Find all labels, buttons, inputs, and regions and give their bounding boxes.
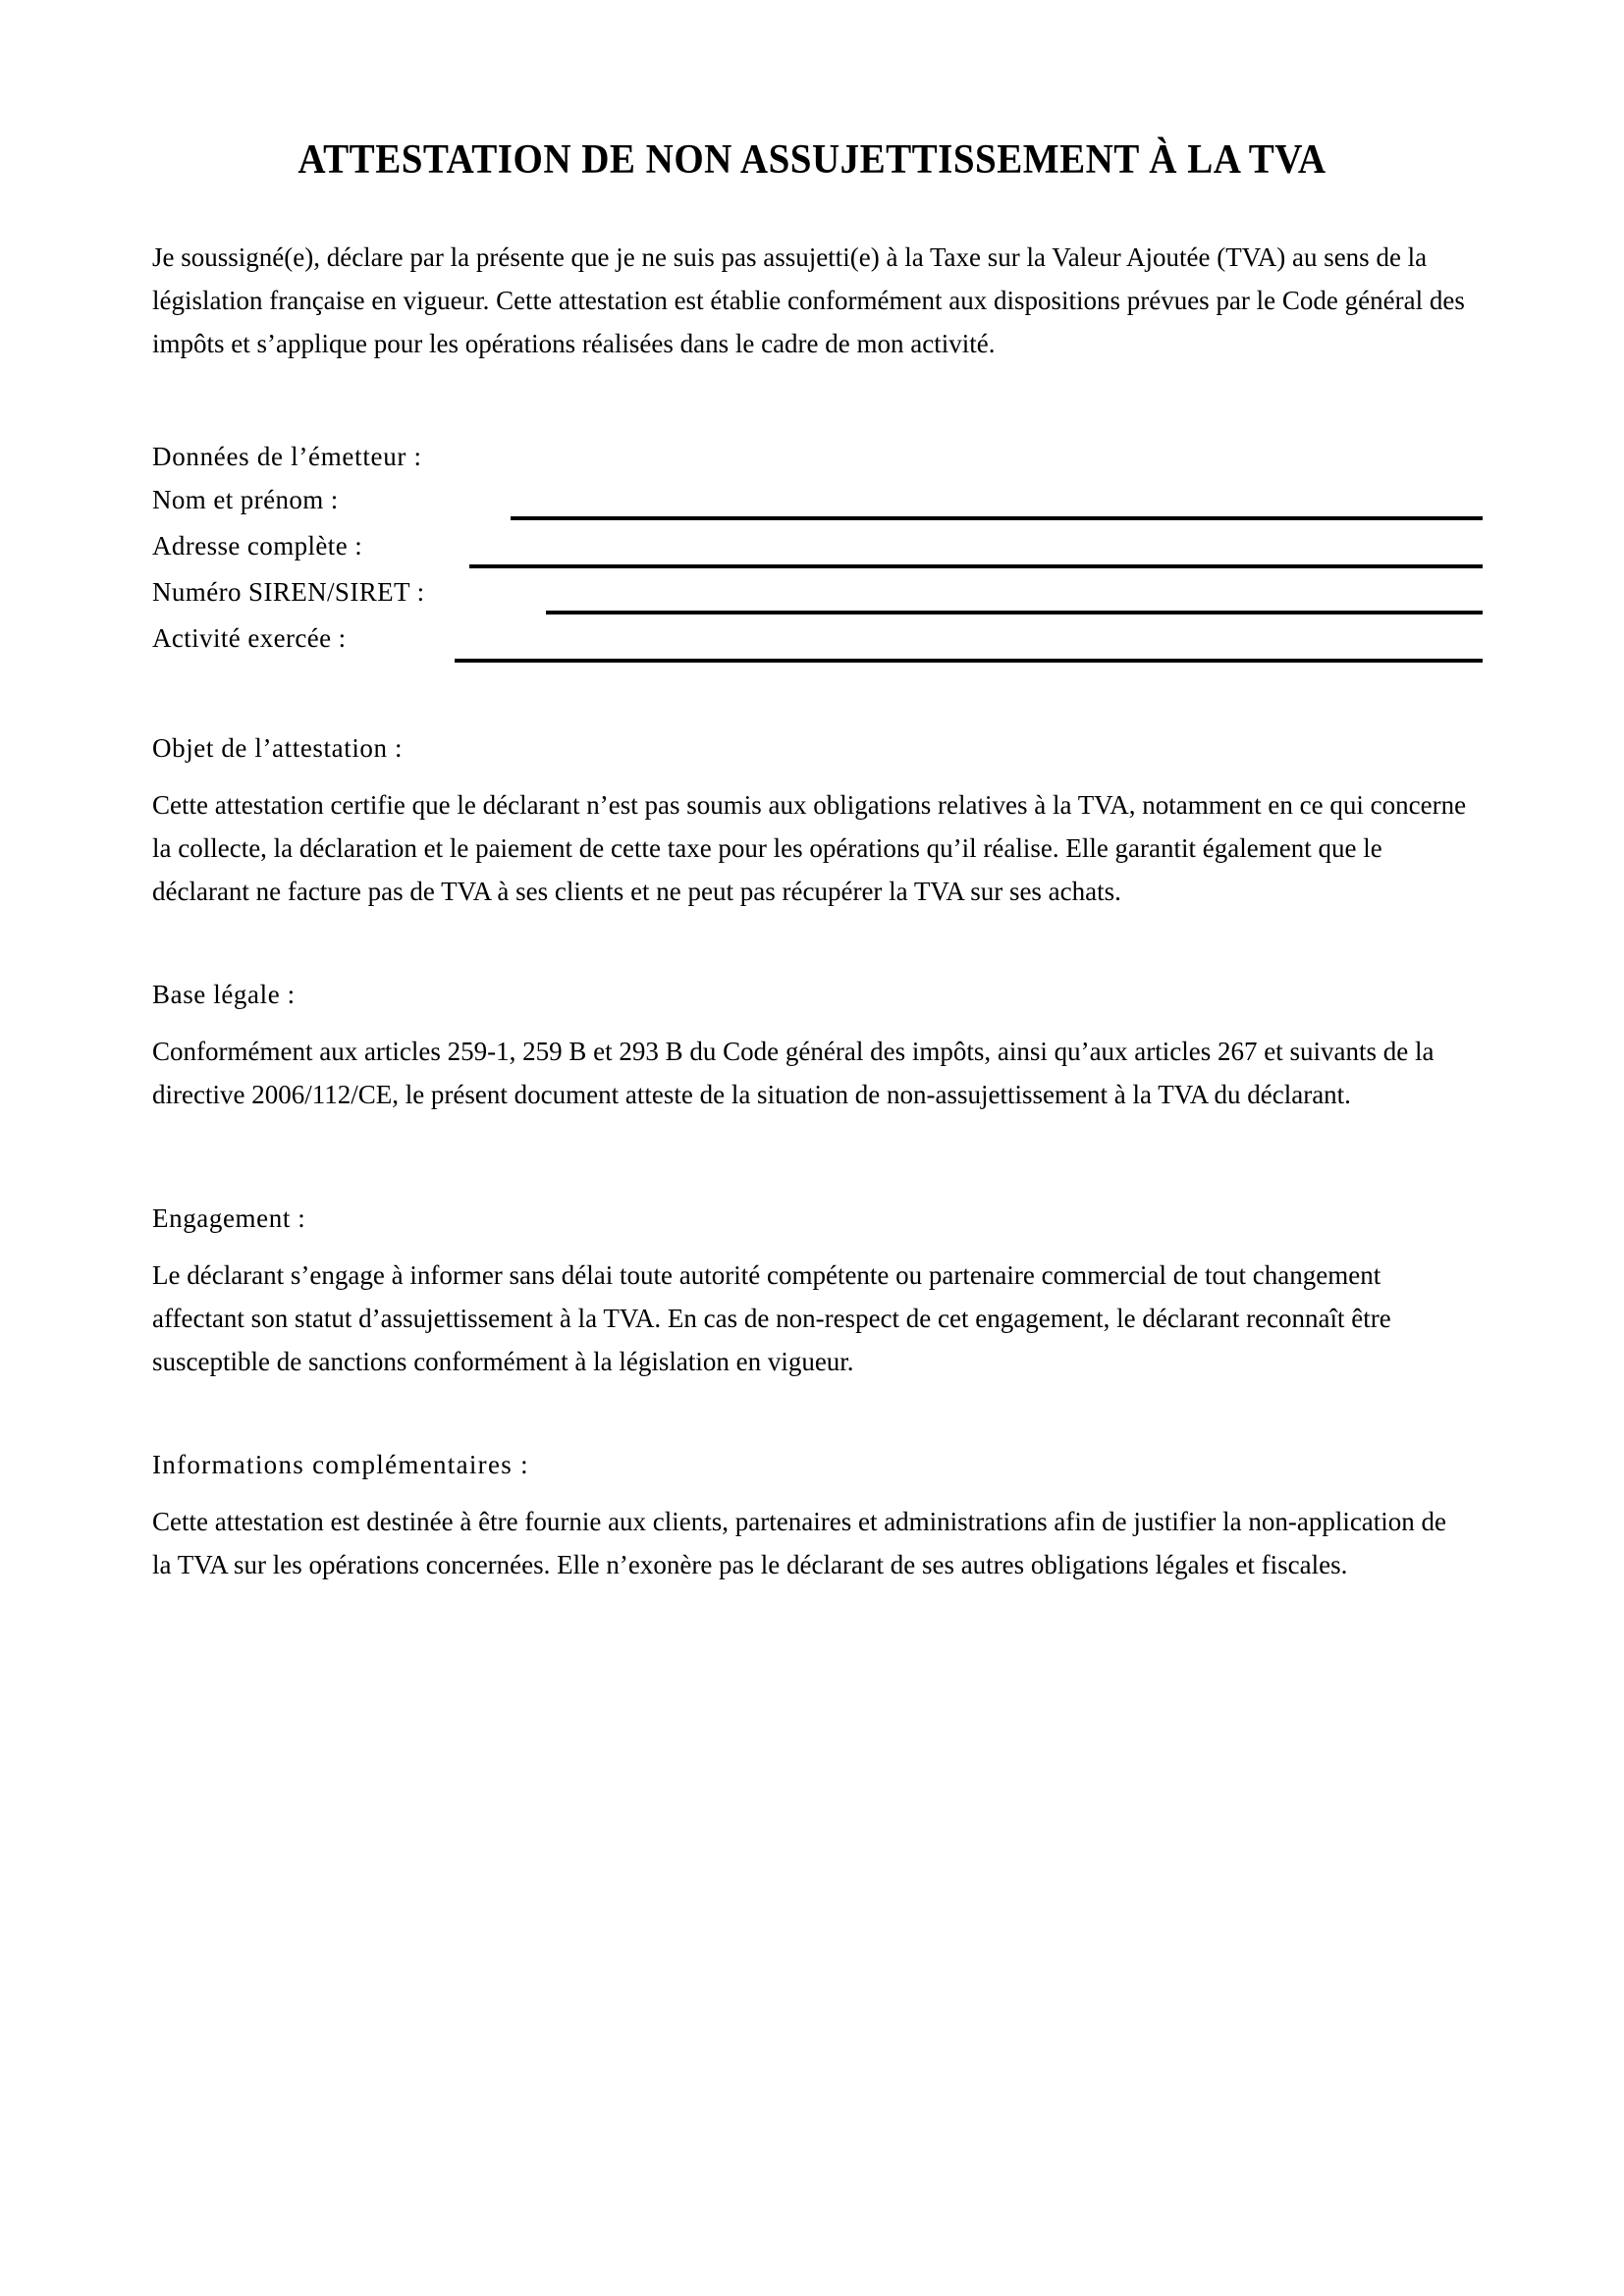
section-heading-objet: Objet de l’attestation :	[152, 733, 404, 763]
field-input-adresse[interactable]	[469, 564, 1483, 568]
field-row	[152, 570, 1483, 616]
section-heading-engagement: Engagement :	[152, 1203, 306, 1233]
section-engagement	[152, 1197, 1468, 1383]
field-label-activite: Activité exercée :	[152, 623, 347, 653]
field-input-nom[interactable]	[511, 516, 1483, 520]
section-heading-informations-complementaires: Informations complémentaires :	[152, 1450, 529, 1479]
field-row	[152, 524, 1483, 570]
section-objet	[152, 726, 1468, 913]
field-row	[152, 478, 1483, 524]
section-body-base-legale: Conformément aux articles 259-1, 259 B et 293 B du Code général des impôts, ainsi qu’aux articles 267 et suivants de la directive 2006/112/CE, le présent document atteste de la situation de non-assujettissement à la TVA du déclarant.	[152, 1037, 1435, 1109]
section-base-legale	[152, 973, 1468, 1116]
issuer-data-heading: Données de l’émetteur :	[152, 442, 422, 471]
section-body-objet: Cette attestation certifie que le déclarant n’est pas soumis aux obligations relatives à la TVA, notamment en ce qui concerne la collecte, la déclaration et le paiement de cette taxe pour les opérations qu’il réalise. Elle garantit également que le déclarant ne facture pas de TVA à ses clients et ne peut pas récupérer la TVA sur ses achats.	[152, 790, 1467, 906]
field-input-siren[interactable]	[546, 611, 1483, 614]
field-row	[152, 616, 1483, 663]
section-informations-complementaires	[152, 1443, 1468, 1586]
section-heading-base-legale: Base légale :	[152, 980, 296, 1009]
section-body-engagement: Le déclarant s’engage à informer sans délai toute autorité compétente ou partenaire commercial de tout changement affectant son statut d’assujettissement à la TVA. En cas de non-respect de cet engagement, le déclarant reconnaît être susceptible de sanctions conformément à la législation en vigueur.	[152, 1260, 1391, 1376]
field-label-adresse: Adresse complète :	[152, 531, 363, 561]
intro-paragraph: Je soussigné(e), déclare par la présente que je ne suis pas assujetti(e) à la Taxe sur la Valeur Ajoutée (TVA) au sens de la législation française en vigueur. Cette attestation est établie conformément aux dispositions prévues par le Code général des impôts et s’applique pour les opérations réalisées dans le cadre de mon activité.	[152, 242, 1465, 358]
field-label-nom: Nom et prénom :	[152, 485, 339, 514]
section-body-informations-complementaires: Cette attestation est destinée à être fournie aux clients, partenaires et administrations afin de justifier la non-application de la TVA sur les opérations concernées. Elle n’exonère pas le déclarant de ses autres obligations légales et fiscales.	[152, 1507, 1447, 1579]
field-label-siren: Numéro SIREN/SIRET :	[152, 577, 425, 607]
issuer-data-section	[152, 435, 1483, 663]
intro-paragraph-block	[152, 236, 1468, 365]
field-input-activite[interactable]	[455, 659, 1483, 663]
page-title: ATTESTATION DE NON ASSUJETTISSEMENT À LA TVA	[298, 137, 1326, 184]
